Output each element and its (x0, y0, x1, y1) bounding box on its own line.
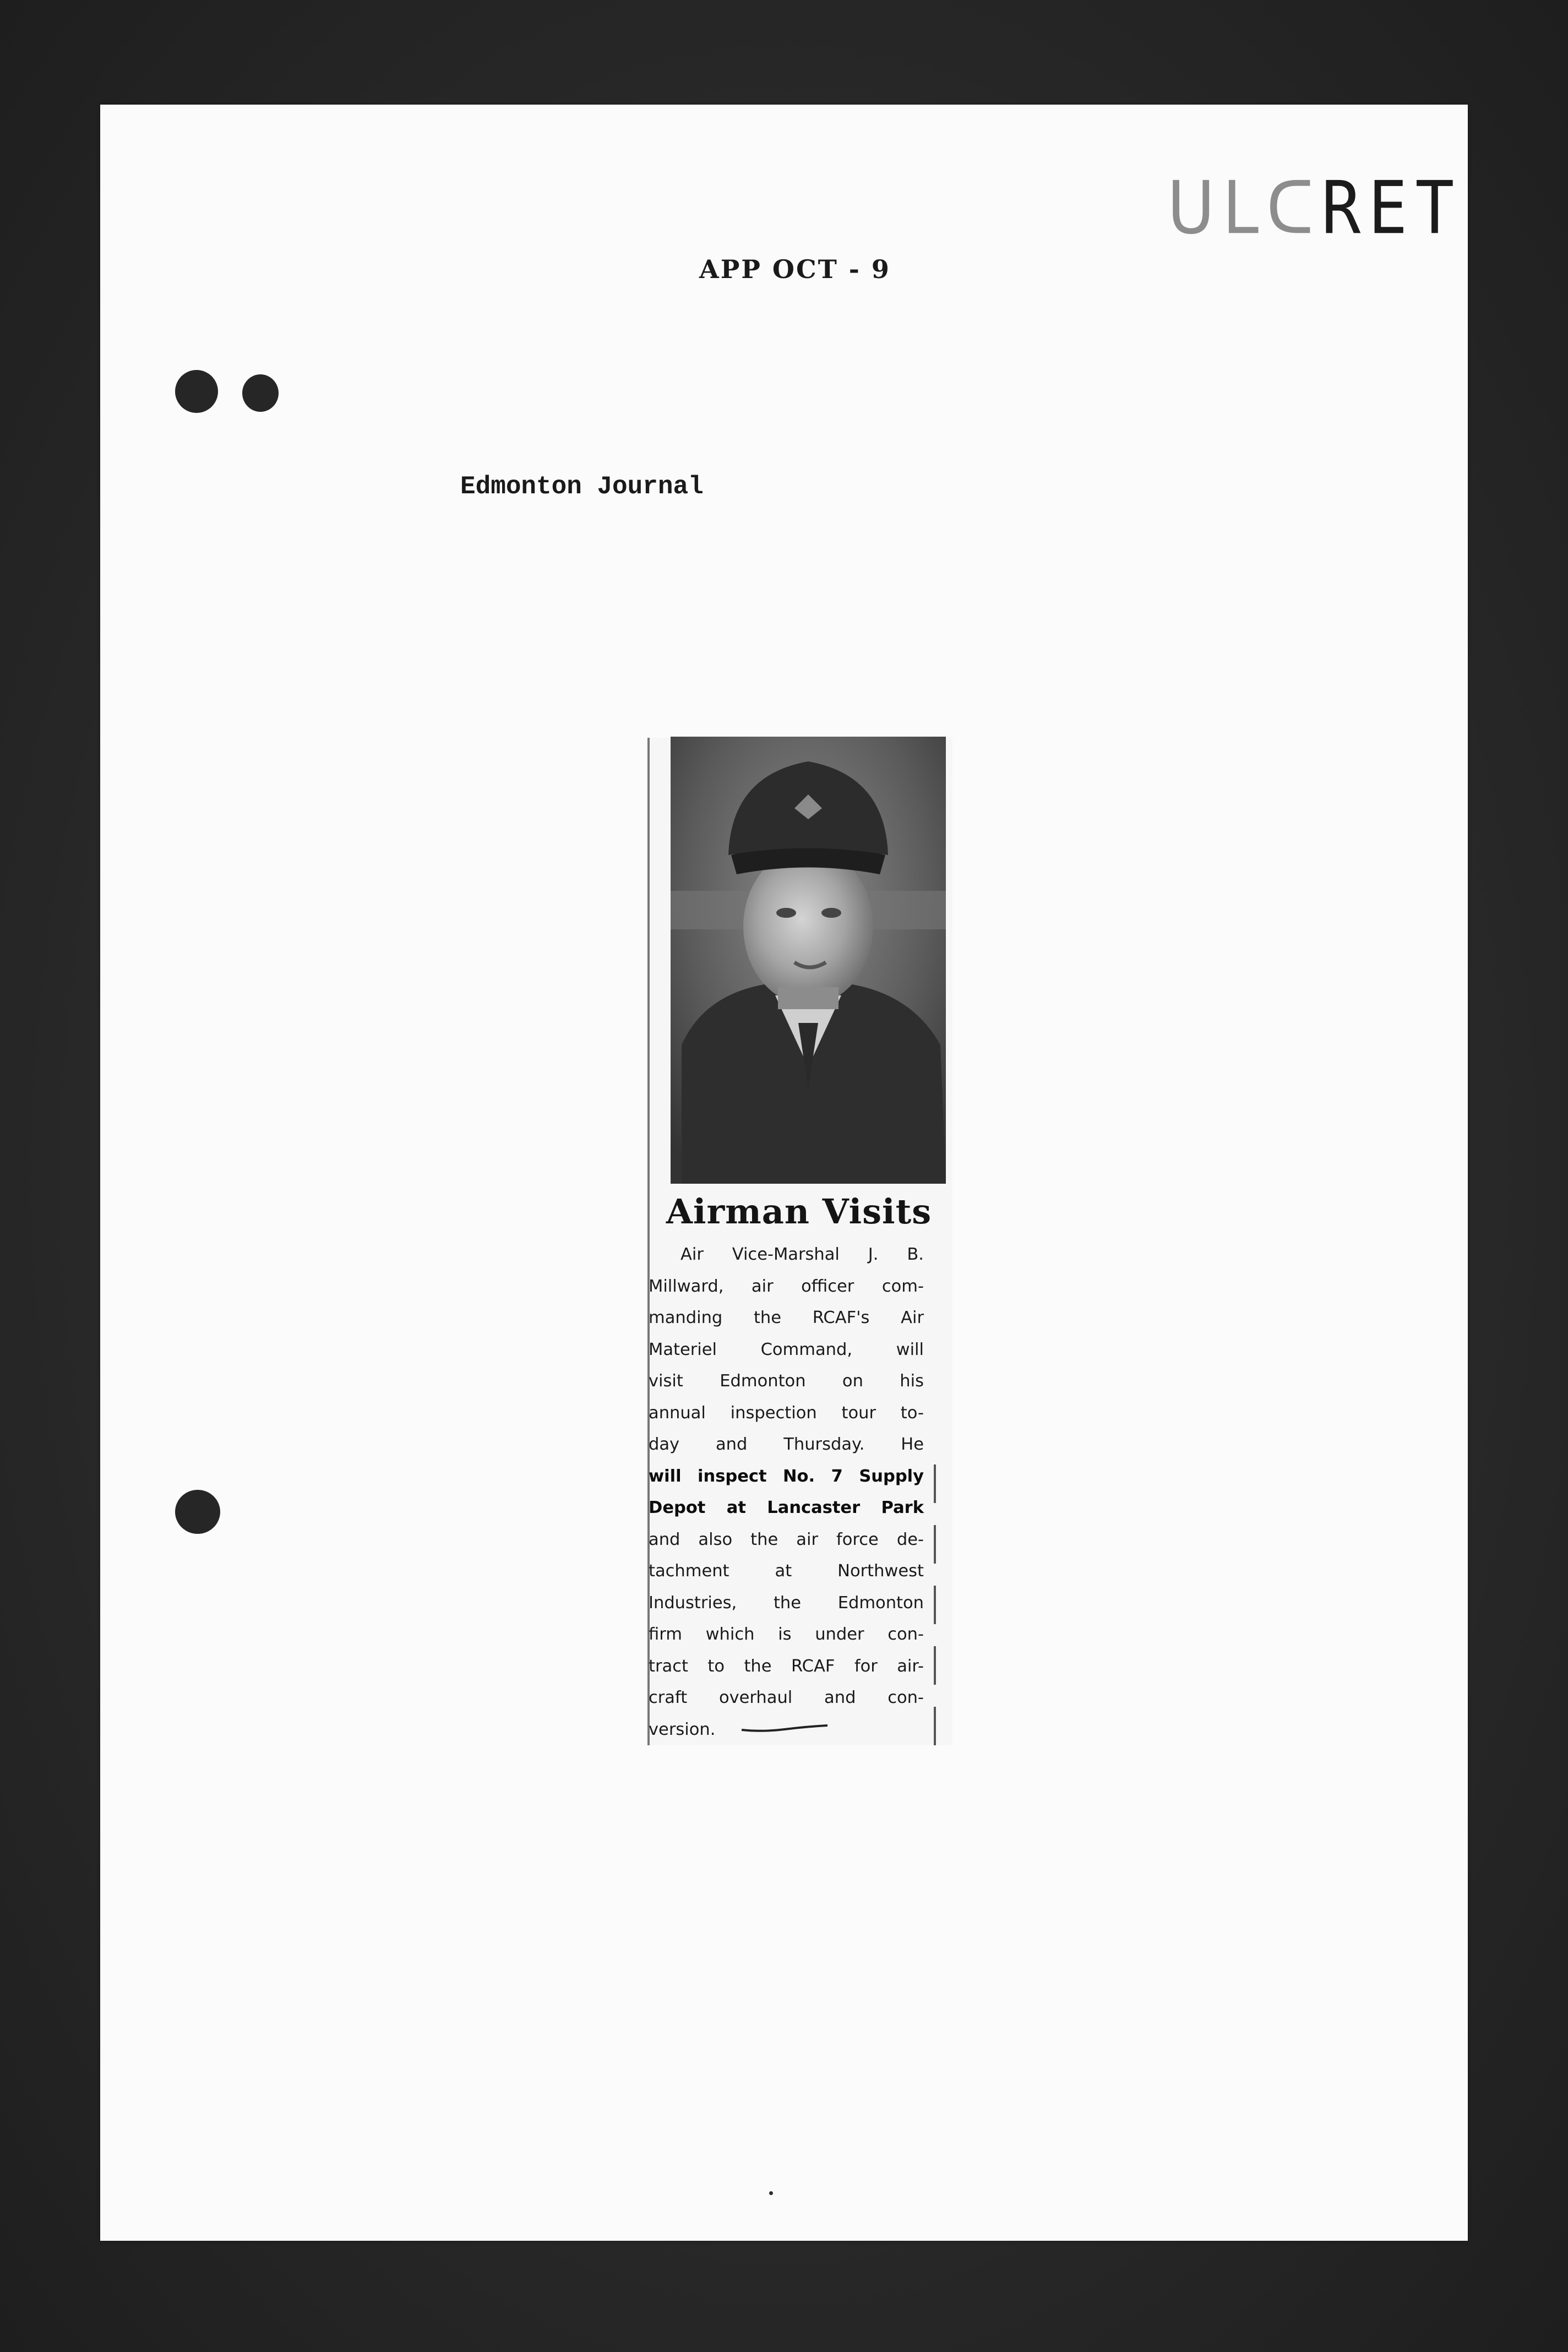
pen-mark (741, 1724, 829, 1733)
article-line: and also the air force de- (649, 1529, 924, 1549)
date-line: APP OCT - 9 (699, 254, 891, 284)
source-title: Edmonton Journal (460, 472, 704, 501)
article-line: tract to the RCAF for air- (649, 1656, 924, 1676)
article-line: manding the RCAF's Air (649, 1308, 924, 1327)
punch-hole-top-right (242, 374, 279, 412)
article-line: annual inspection tour to- (649, 1403, 924, 1423)
portrait-image (671, 737, 946, 1184)
headline: Airman Visits (666, 1191, 932, 1232)
stamp-faded-letters: ᑌᒪᑕ (1167, 165, 1322, 251)
clipping-torn-edge (934, 1464, 936, 1751)
article-line: Depot at Lancaster Park (649, 1498, 924, 1517)
article-line: day and Thursday. He (649, 1435, 924, 1454)
article-line: Air Vice-Marshal J. B. (680, 1245, 924, 1264)
article-line: Millward, air officer com- (649, 1276, 924, 1296)
article-line: version. (649, 1719, 716, 1739)
article-line: visit Edmonton on his (649, 1371, 924, 1391)
article-body (649, 1239, 924, 1745)
punch-hole-top-left (175, 370, 218, 413)
article-line: tachment at Northwest (649, 1561, 924, 1581)
article-line: firm which is under con- (649, 1625, 924, 1644)
article-line: will inspect No. 7 Supply (649, 1466, 924, 1486)
article-line: Industries, the Edmonton (649, 1593, 924, 1613)
article-line: Materiel Command, will (649, 1340, 924, 1359)
portrait-photo (671, 737, 946, 1184)
punch-hole-lower (175, 1490, 220, 1534)
dust-speck (769, 2191, 773, 2195)
stamp-solid-letters: RET (1321, 165, 1462, 251)
secret-stamp (1167, 165, 1462, 251)
article-line: craft overhaul and con- (649, 1688, 924, 1707)
